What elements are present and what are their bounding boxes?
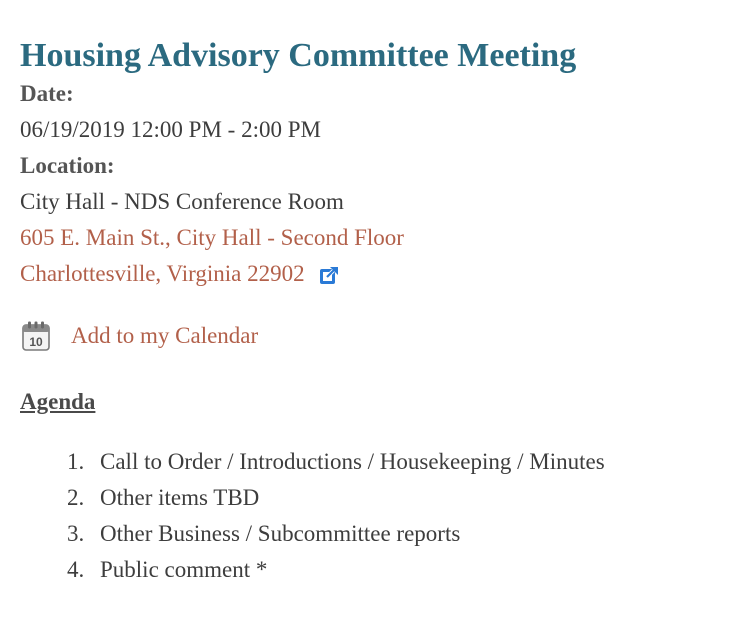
agenda-item-number: 2.: [67, 485, 85, 510]
location-name: City Hall - NDS Conference Room: [20, 189, 344, 214]
agenda-item: [67, 444, 730, 480]
agenda-item: [67, 480, 730, 516]
agenda-item-number: 1.: [67, 449, 85, 474]
agenda-item-number: 3.: [67, 521, 85, 546]
calendar-icon[interactable]: [21, 320, 51, 352]
date-label: Date:: [20, 81, 74, 106]
add-to-calendar-row[interactable]: [20, 318, 730, 354]
page-title: Housing Advisory Committee Meeting: [20, 37, 577, 74]
date-value: 06/19/2019 12:00 PM - 2:00 PM: [20, 117, 321, 142]
location-label: Location:: [20, 153, 115, 178]
agenda-heading: Agenda: [20, 389, 96, 414]
external-link-icon[interactable]: [319, 265, 339, 285]
agenda-item-text: Call to Order / Introductions / Housekeeping / Minutes: [100, 449, 605, 474]
agenda-item-text: Other items TBD: [100, 485, 260, 510]
agenda-list: [20, 444, 730, 588]
agenda-item-text: Other Business / Subcommittee reports: [100, 521, 461, 546]
address-line-2[interactable]: Charlottesville, Virginia 22902: [20, 261, 305, 286]
address-line-2-row: [20, 256, 730, 292]
add-to-calendar-link[interactable]: Add to my Calendar: [71, 323, 259, 348]
calendar-day-number: 10: [29, 335, 43, 349]
agenda-item-number: 4.: [67, 557, 85, 582]
agenda-item: [67, 552, 730, 588]
address-line-1[interactable]: 605 E. Main St., City Hall - Second Floor: [20, 225, 404, 250]
agenda-item: [67, 516, 730, 552]
agenda-item-text: Public comment *: [100, 557, 268, 582]
